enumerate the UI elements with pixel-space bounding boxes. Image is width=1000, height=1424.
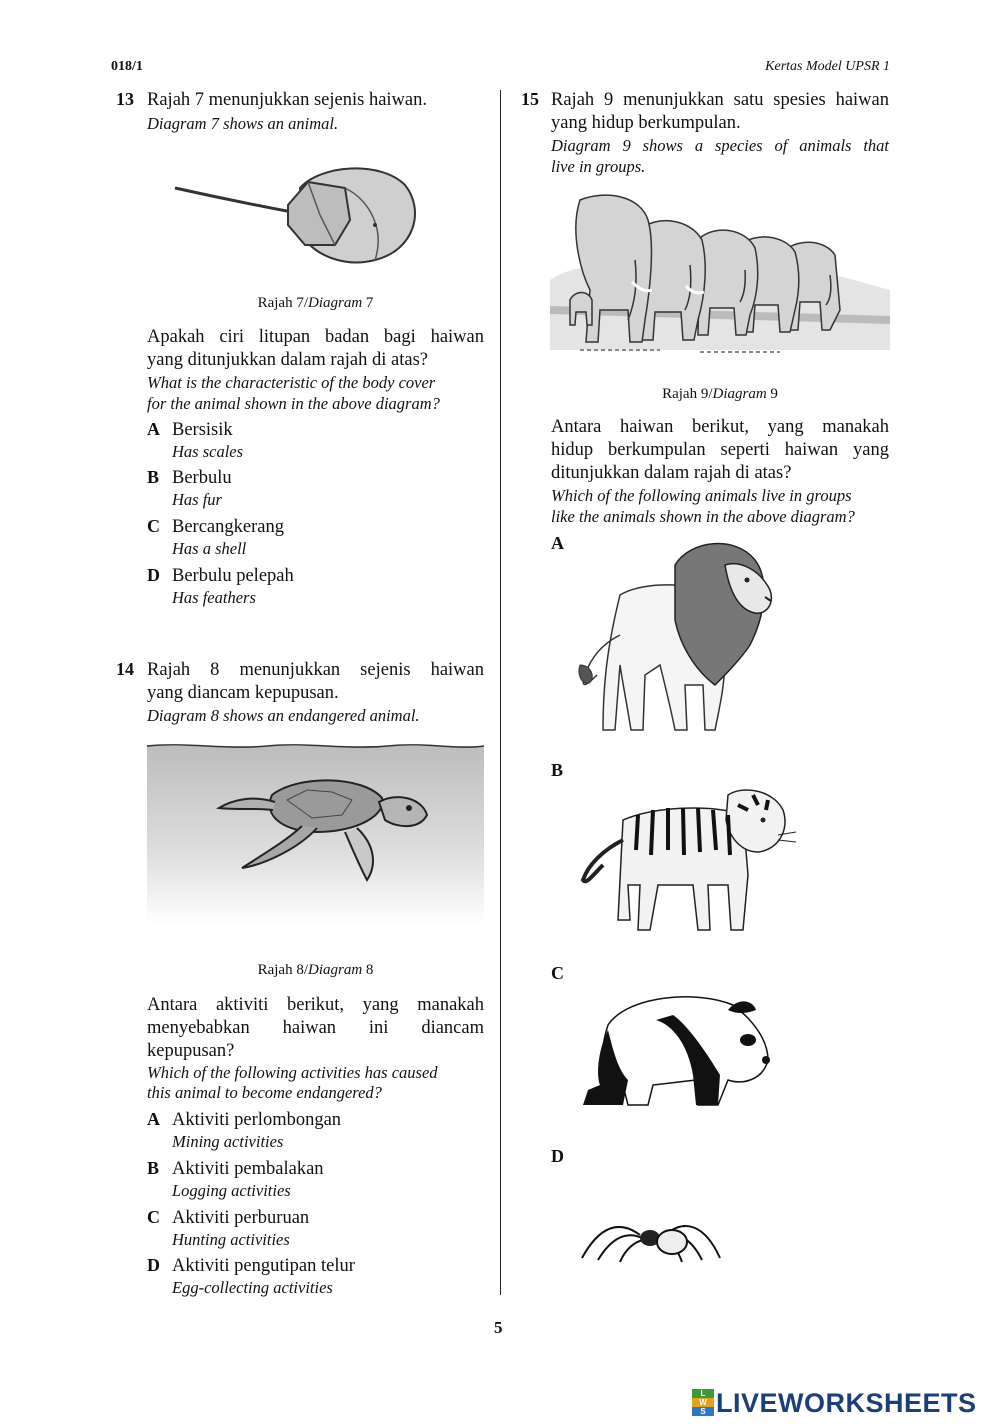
q15-question-ms-2: hidup berkumpulan seperti haiwan yang xyxy=(551,440,889,460)
q15-caption-num: 9 xyxy=(766,386,778,402)
q13-caption-en: Diagram xyxy=(307,295,363,311)
option-text-en: Has scales xyxy=(172,442,244,461)
q13-caption-num: 7 xyxy=(362,295,374,311)
q13-question-en-1: What is the characteristic of the body cover xyxy=(147,373,436,392)
q13-stem-ms: Rajah 7 menunjukkan sejenis haiwan. xyxy=(147,90,428,110)
option-letter: D xyxy=(147,565,160,585)
option-text-en: Egg-collecting activities xyxy=(172,1278,333,1297)
option-text-en: Mining activities xyxy=(172,1132,284,1151)
option-text-ms: Aktiviti perlombongan xyxy=(172,1110,342,1130)
q15-option-b-letter[interactable]: B xyxy=(551,760,564,780)
q14-caption-en: Diagram xyxy=(307,962,363,978)
q14-question-ms-2: menyebabkan haiwan ini diancam xyxy=(147,1018,484,1038)
q15-stem-en-1: Diagram 9 shows a species of animals that xyxy=(551,136,889,155)
option-text-en: Logging activities xyxy=(172,1181,291,1200)
q13-caption-ms: Rajah 7/ xyxy=(257,295,308,311)
option-text-en: Has feathers xyxy=(172,588,256,607)
q15-option-a-letter[interactable]: A xyxy=(551,533,564,553)
horseshoe-crab-illustration xyxy=(170,160,430,275)
option-letter: C xyxy=(147,1207,160,1227)
q15-caption-ms: Rajah 9/ xyxy=(662,386,713,402)
question-number-14: 14 xyxy=(116,659,134,679)
option-letter: A xyxy=(147,1109,160,1129)
option-text-en: Has a shell xyxy=(172,539,247,558)
q14-question-ms-3: kepupusan? xyxy=(147,1041,235,1061)
question-number-15: 15 xyxy=(521,89,539,109)
liveworksheets-logo-icon xyxy=(692,1389,714,1417)
q14-question-en-2: this animal to become endangered? xyxy=(147,1083,382,1102)
option-letter: B xyxy=(147,1158,160,1178)
question-number-13: 13 xyxy=(116,89,134,109)
q15-caption xyxy=(551,386,889,403)
q13-question-ms-1: Apakah ciri litupan badan bagi haiwan xyxy=(147,327,484,347)
logo-letter-s: S xyxy=(692,1407,714,1416)
q15-caption-en: Diagram xyxy=(712,386,767,402)
option-text-en: Has fur xyxy=(172,490,222,509)
option-text-ms: Bercangkerang xyxy=(172,517,284,537)
option-text-ms: Berbulu pelepah xyxy=(172,566,294,586)
option-text-ms: Aktiviti pengutipan telur xyxy=(172,1256,355,1276)
q15-question-ms-1: Antara haiwan berikut, yang manakah xyxy=(551,417,889,437)
q14-question-ms-1: Antara aktiviti berikut, yang manakah xyxy=(147,995,484,1015)
option-text-ms: Aktiviti perburuan xyxy=(172,1208,310,1228)
q15-option-d-letter[interactable]: D xyxy=(551,1146,564,1166)
q15-stem-ms-2: yang hidup berkumpulan. xyxy=(551,113,741,133)
option-text-ms: Berbulu xyxy=(172,468,232,488)
paper-title: Kertas Model UPSR 1 xyxy=(765,59,890,74)
sea-turtle-illustration xyxy=(147,740,484,925)
q14-caption xyxy=(147,962,484,979)
spider-illustration[interactable] xyxy=(580,1210,725,1265)
q13-caption xyxy=(147,295,484,312)
q15-question-en-2: like the animals shown in the above diagram? xyxy=(551,507,855,526)
paper-code: 018/1 xyxy=(111,59,143,74)
q14-caption-num: 8 xyxy=(362,962,374,978)
option-text-ms: Aktiviti pembalakan xyxy=(172,1159,324,1179)
logo-letter-l: L xyxy=(692,1389,714,1398)
tiger-illustration[interactable] xyxy=(578,780,798,945)
lion-illustration[interactable] xyxy=(575,535,780,740)
option-letter: B xyxy=(147,467,160,487)
q14-stem-en: Diagram 8 shows an endangered animal. xyxy=(147,706,420,725)
q14-caption-ms: Rajah 8/ xyxy=(257,962,308,978)
q14-stem-ms-1: Rajah 8 menunjukkan sejenis haiwan xyxy=(147,660,484,680)
option-letter: D xyxy=(147,1255,160,1275)
q15-question-en-1: Which of the following animals live in groups xyxy=(551,486,852,505)
q15-stem-ms-1: Rajah 9 menunjukkan satu spesies haiwan xyxy=(551,90,889,110)
option-letter: A xyxy=(147,419,160,439)
panda-illustration[interactable] xyxy=(578,985,778,1110)
q15-question-ms-3: ditunjukkan dalam rajah di atas? xyxy=(551,463,792,483)
column-divider xyxy=(500,90,501,1295)
q15-stem-en-2: live in groups. xyxy=(551,157,646,176)
liveworksheets-brand[interactable]: LIVEWORKSHEETS xyxy=(716,1388,977,1418)
q13-question-en-2: for the animal shown in the above diagram? xyxy=(147,394,440,413)
page-number: 5 xyxy=(494,1318,503,1337)
logo-letter-w: W xyxy=(692,1398,714,1407)
elephant-herd-illustration xyxy=(550,190,890,362)
option-text-en: Hunting activities xyxy=(172,1230,290,1249)
q13-question-ms-2: yang ditunjukkan dalam rajah di atas? xyxy=(147,350,429,370)
q13-stem-en: Diagram 7 shows an animal. xyxy=(147,114,339,133)
q14-stem-ms-2: yang diancam kepupusan. xyxy=(147,683,339,703)
option-letter: C xyxy=(147,516,160,536)
option-text-ms: Bersisik xyxy=(172,420,233,440)
q14-question-en-1: Which of the following activities has caused xyxy=(147,1063,438,1082)
q15-option-c-letter[interactable]: C xyxy=(551,963,564,983)
